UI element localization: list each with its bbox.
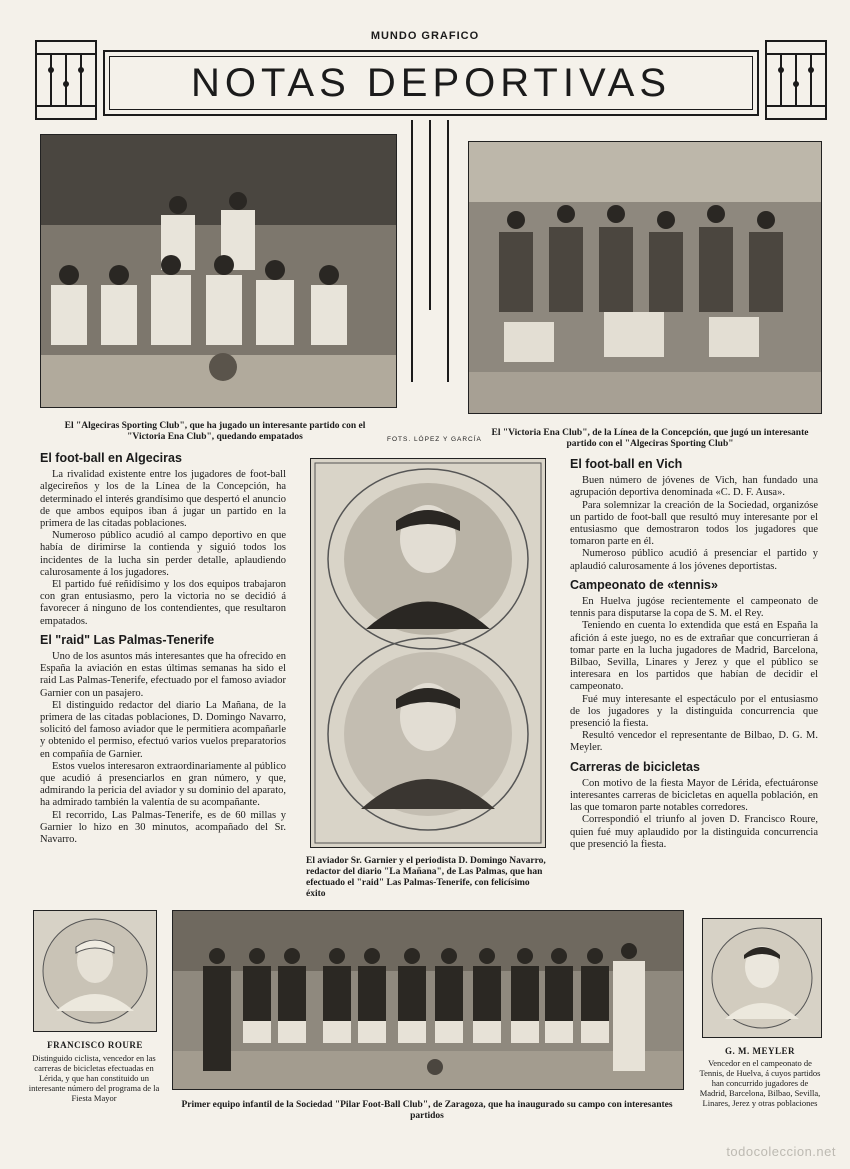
paragraph: El partido fué reñidísimo y los dos equipos trabajaron con gran entusiasmo, pero la victoria no se decidió á favorecer á ninguno de los contendientes, que resultaron empatados. [40, 579, 286, 627]
paragraph: Para solemnizar la creación de la Sociedad, organizóse un partido de foot-ball que resultó muy interesante por el entusiasmo que demostraron todos los jugadores que tomaron parte en él. [570, 499, 818, 548]
paragraph: Correspondió el triunfo al joven D. Francisco Roure, quien fué muy aplaudido por la distinguida concurrencia que presenció la fiesta. [570, 814, 818, 850]
divider-line [429, 120, 431, 310]
heading-bicycles: Carreras de bicicletas [570, 759, 700, 774]
paragraph: Teniendo en cuenta lo extendida que está en España la afición á este juego, no es de extrañar que concurrieran á tomar parte en la lucha jugadores de Madrid, Barcelona, Bilbao, Sevilla, Linares y Jerez y que el público se interesara en los partidos que habían de decidir el campeonato. [570, 620, 818, 693]
paragraph: Numeroso público acudió al campo deportivo en que había de dirimirse la contienda y siguió todos los incidentes de la lucha sin perder detalle, aplaudiendo calurosamente á los jugadores. [40, 530, 286, 578]
pilar-team-caption: Primer equipo infantil de la Sociedad "Pilar Foot-Ball Club", de Zaragoza, que ha inaugurado su campo con interesantes partidos [181, 1100, 673, 1121]
meyler-caption: Vencedor en el campeonato de Tennis, de Huelva, á cuyos partidos han concurrido jugadores de Madrid, Barcelona, Bilbao, Sevilla, Linares, Jerez y otras poblaciones [699, 1058, 821, 1108]
paragraph: Numeroso público acudió á presenciar el partido y aplaudió calurosamente á los jóvenes deportistas. [570, 548, 818, 572]
paragraph: El distinguido redactor del diario La Mañana, de la primera de las citadas poblaciones, D. Domingo Navarro, solicitó del famoso aviador que le permitiera acompañarle y obtenido el permiso, efectuó varios vuelos preparatorios en compañía de Garnier. [40, 699, 286, 760]
portraits-frame [310, 458, 546, 848]
paragraph: Estos vuelos interesaron extraordinariamente al público que acudió á presenciarlos en gran número, y que, admirando la pericia del aviador y su dominio del aparato, ha admirado también la valentía de su acompañante. [40, 760, 286, 809]
right-column [570, 458, 818, 851]
paragraph: Uno de los asuntos más interesantes que ha ofrecido en España la aviación en estas últimas semanas ha sido el raid Las Palmas-Tenerife, efectuado por el famoso aviador Garnier con un pasajero. [40, 651, 286, 699]
roure-portrait [33, 910, 157, 1032]
paragraph: Buen número de jóvenes de Vich, han fundado una agrupación deportiva denominada «C. D. F. Ausa». [570, 475, 818, 499]
photo-credit: FOTS. LÓPEZ Y GARCÍA [387, 436, 482, 443]
paragraph: Resultó vencedor el representante de Bilbao, D. G. M. Meyler. [570, 730, 818, 754]
left-photo-caption: El "Algeciras Sporting Club", que ha jugado un interesante partido con el "Victoria Ena Club", quedando empatados [64, 421, 366, 442]
divider-line [447, 120, 449, 382]
divider-line [411, 120, 413, 382]
right-photo-caption: El "Victoria Ena Club", de la Línea de la Concepción, que jugó un interesante partido con el "Algeciras Sporting Club" [491, 428, 809, 449]
paragraph: Fué muy interesante el espectáculo por el entusiasmo de los jugadores y la distinguida concurrencia que presenció la fiesta. [570, 693, 818, 730]
paragraph: Con motivo de la fiesta Mayor de Lérida, efectuáronse interesantes carreras de bicicletas en aquella población, en las que tomaron parte notables corredores. [570, 777, 818, 814]
roure-name: FRANCISCO ROURE [47, 1040, 143, 1050]
roure-caption: Distinguido ciclista, vencedor en las carreras de bicicletas efectuadas en Lérida, y que han constituido un interesante número del programa de la Fiesta Mayor [28, 1053, 160, 1103]
right-ornament-icon [765, 40, 827, 120]
page-title: NOTAS DEPORTIVAS [190, 60, 672, 105]
heading-football-algeciras: El foot-ball en Algeciras [40, 451, 182, 465]
paragraph: La rivalidad existente entre los jugadores de foot-ball algecireños y los de la Línea de la Concepción, ha determinado el interés grandísimo que despertó el anuncio de que ambos equipos iban á jugar un partido en la primera de las citadas poblaciones. [40, 469, 286, 530]
meyler-name: G. M. MEYLER [725, 1046, 795, 1056]
masthead: MUNDO GRAFICO [370, 30, 480, 42]
title-box [103, 50, 759, 116]
pilar-team-photo [172, 910, 684, 1090]
left-column [40, 452, 286, 846]
paragraph: El recorrido, Las Palmas-Tenerife, es de 60 millas y Garnier lo hizo en 30 minutos, acompañado del Sr. Navarro. [40, 809, 286, 846]
watermark: todocoleccion.net [726, 1144, 836, 1159]
portraits-caption: El aviador Sr. Garnier y el periodista D. Domingo Navarro, redactor del diario "La Mañana", de Las Palmas, que han efectuado el "raid" Las Palmas-Tenerife, con felicísimo éxito [306, 856, 546, 899]
heading-raid: El "raid" Las Palmas-Tenerife [40, 632, 215, 647]
algeciras-team-photo [40, 134, 397, 408]
heading-football-vich: El foot-ball en Vich [570, 457, 683, 471]
victoria-ena-team-photo [468, 141, 822, 414]
meyler-portrait [702, 918, 822, 1038]
left-ornament-icon [35, 40, 97, 120]
paragraph: En Huelva jugóse recientemente el campeonato de tennis para disputarse la copa de S. M. el Rey. [570, 596, 818, 620]
heading-tennis: Campeonato de «tennis» [570, 577, 718, 592]
